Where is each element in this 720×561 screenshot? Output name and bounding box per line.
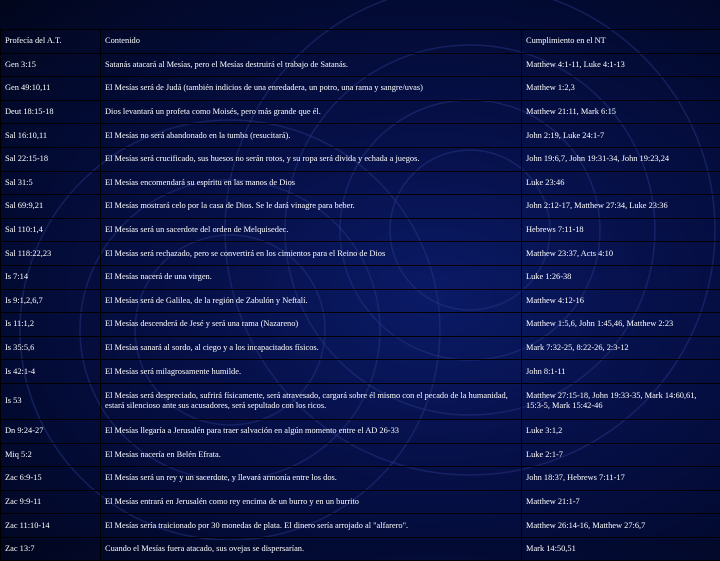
table-row xyxy=(1,419,720,443)
table-row xyxy=(1,490,720,514)
cell-prophecy-ref: Sal 118:22,23 xyxy=(1,242,101,266)
table-row xyxy=(1,171,720,195)
header-content: Contenido xyxy=(101,30,522,54)
cell-fulfillment: Matthew 1:2,3 xyxy=(522,77,720,101)
cell-content: El Mesías será de Judá (también indicios de una enredadera, un potro, una rama y sangre/uvas) xyxy=(101,77,522,101)
cell-fulfillment: John 2:12-17, Matthew 27:34, Luke 23:36 xyxy=(522,195,720,219)
cell-prophecy-ref: Is 53 xyxy=(1,383,101,419)
cell-prophecy-ref: Zac 9:9-11 xyxy=(1,490,101,514)
cell-content: El Mesías será crucificado, sus huesos no serán rotos, y su ropa será divida y echada a juegos. xyxy=(101,147,522,171)
table-row xyxy=(1,336,720,360)
table-row xyxy=(1,218,720,242)
table-row xyxy=(1,537,720,561)
cell-content: El Mesías nacería en Belén Efrata. xyxy=(101,443,522,467)
cell-prophecy-ref: Dn 9:24-27 xyxy=(1,419,101,443)
cell-prophecy-ref: Zac 13:7 xyxy=(1,537,101,561)
cell-prophecy-ref: Gen 3:15 xyxy=(1,53,101,77)
header-fulfillment: Cumplimiento en el NT xyxy=(522,30,720,54)
cell-content: El Mesías nacerá de una virgen. xyxy=(101,265,522,289)
table-row xyxy=(1,100,720,124)
cell-content: El Mesías mostrará celo por la casa de Dios. Se le dará vinagre para beber. xyxy=(101,195,522,219)
cell-fulfillment: Matthew 4:12-16 xyxy=(522,289,720,313)
cell-content: El Mesías no será abandonado en la tumba (resucitará). xyxy=(101,124,522,148)
cell-content: El Mesías encomendará su espíritu en las manos de Dios xyxy=(101,171,522,195)
table-row xyxy=(1,383,720,419)
cell-content: El Mesías sería traicionado por 30 monedas de plata. El dinero sería arrojado al "alfarero". xyxy=(101,514,522,538)
cell-fulfillment: Matthew 27:15-18, John 19:33-35, Mark 14:60,61, 15:3-5, Mark 15:42-46 xyxy=(522,383,720,419)
cell-content: El Mesías será milagrosamente humilde. xyxy=(101,360,522,384)
cell-prophecy-ref: Is 42:1-4 xyxy=(1,360,101,384)
cell-fulfillment: Matthew 4:1-11, Luke 4:1-13 xyxy=(522,53,720,77)
cell-prophecy-ref: Sal 16:10,11 xyxy=(1,124,101,148)
cell-content: Cuando el Mesías fuera atacado, sus ovejas se dispersarían. xyxy=(101,537,522,561)
cell-prophecy-ref: Zac 11:10-14 xyxy=(1,514,101,538)
cell-content: El Mesías será un rey y un sacerdote, y llevará armonía entre los dos. xyxy=(101,467,522,491)
table-row xyxy=(1,443,720,467)
table-row xyxy=(1,77,720,101)
cell-prophecy-ref: Is 7:14 xyxy=(1,265,101,289)
cell-prophecy-ref: Is 11:1,2 xyxy=(1,313,101,337)
cell-fulfillment: Luke 23:46 xyxy=(522,171,720,195)
table-row xyxy=(1,360,720,384)
cell-prophecy-ref: Deut 18:15-18 xyxy=(1,100,101,124)
table-row xyxy=(1,265,720,289)
cell-fulfillment: Mark 7:32-25, 8:22-26, 2:3-12 xyxy=(522,336,720,360)
cell-fulfillment: Mark 14:50,51 xyxy=(522,537,720,561)
cell-fulfillment: John 8:1-11 xyxy=(522,360,720,384)
cell-prophecy-ref: Sal 110:1,4 xyxy=(1,218,101,242)
cell-content: El Mesías será un sacerdote del orden de Melquisedec. xyxy=(101,218,522,242)
cell-prophecy-ref: Is 9:1,2,6,7 xyxy=(1,289,101,313)
cell-fulfillment: John 2:19, Luke 24:1-7 xyxy=(522,124,720,148)
table-row xyxy=(1,147,720,171)
table-row xyxy=(1,53,720,77)
table-row xyxy=(1,313,720,337)
cell-fulfillment: John 18:37, Hebrews 7:11-17 xyxy=(522,467,720,491)
cell-prophecy-ref: Miq 5:2 xyxy=(1,443,101,467)
cell-content: El Mesías entrará en Jerusalén como rey encima de un burro y en un burrito xyxy=(101,490,522,514)
cell-prophecy-ref: Sal 22:15-18 xyxy=(1,147,101,171)
cell-fulfillment: Matthew 23:37, Acts 4:10 xyxy=(522,242,720,266)
cell-content: El Mesías llegaría a Jerusalén para traer salvación en algún momento entre el AD 26-33 xyxy=(101,419,522,443)
table-row xyxy=(1,195,720,219)
cell-content: El Mesías será de Galilea, de la región de Zabulón y Neftalí. xyxy=(101,289,522,313)
cell-fulfillment: Luke 3:1,2 xyxy=(522,419,720,443)
header-prophecy: Profecía del A.T. xyxy=(1,30,101,54)
cell-content: El Mesías sanará al sordo, al ciego y a los incapacitados físicos. xyxy=(101,336,522,360)
cell-fulfillment: John 19:6,7, John 19:31-34, John 19:23,24 xyxy=(522,147,720,171)
cell-content: El Mesías será rechazado, pero se convertirá en los cimientos para el Reino de Dios xyxy=(101,242,522,266)
table-row xyxy=(1,124,720,148)
cell-fulfillment: Matthew 21:11, Mark 6:15 xyxy=(522,100,720,124)
table-row xyxy=(1,467,720,491)
cell-prophecy-ref: Zac 6:9-15 xyxy=(1,467,101,491)
table-row xyxy=(1,514,720,538)
cell-content: El Mesías será despreciado, sufrirá físicamente, será atravesado, cargará sobre él mismo con el pecado de la humanidad, estará silencioso ante sus acusadores, será sepultado con los ricos. xyxy=(101,383,522,419)
prophecy-table xyxy=(0,29,720,561)
cell-fulfillment: Matthew 1:5,6, John 1:45,46, Matthew 2:23 xyxy=(522,313,720,337)
cell-content: Dios levantará un profeta como Moisés, pero más grande que él. xyxy=(101,100,522,124)
cell-content: Satanás atacará al Mesías, pero el Mesías destruirá el trabajo de Satanás. xyxy=(101,53,522,77)
cell-fulfillment: Luke 1:26-38 xyxy=(522,265,720,289)
cell-fulfillment: Matthew 26:14-16, Matthew 27:6,7 xyxy=(522,514,720,538)
table-header-row xyxy=(1,30,720,54)
cell-prophecy-ref: Sal 31:5 xyxy=(1,171,101,195)
cell-prophecy-ref: Is 35:5,6 xyxy=(1,336,101,360)
cell-prophecy-ref: Sal 69:9,21 xyxy=(1,195,101,219)
cell-content: El Mesías descenderá de Jesé y será una rama (Nazareno) xyxy=(101,313,522,337)
cell-prophecy-ref: Gen 49:10,11 xyxy=(1,77,101,101)
cell-fulfillment: Matthew 21:1-7 xyxy=(522,490,720,514)
cell-fulfillment: Luke 2:1-7 xyxy=(522,443,720,467)
table-row xyxy=(1,242,720,266)
table-row xyxy=(1,289,720,313)
cell-fulfillment: Hebrews 7:11-18 xyxy=(522,218,720,242)
